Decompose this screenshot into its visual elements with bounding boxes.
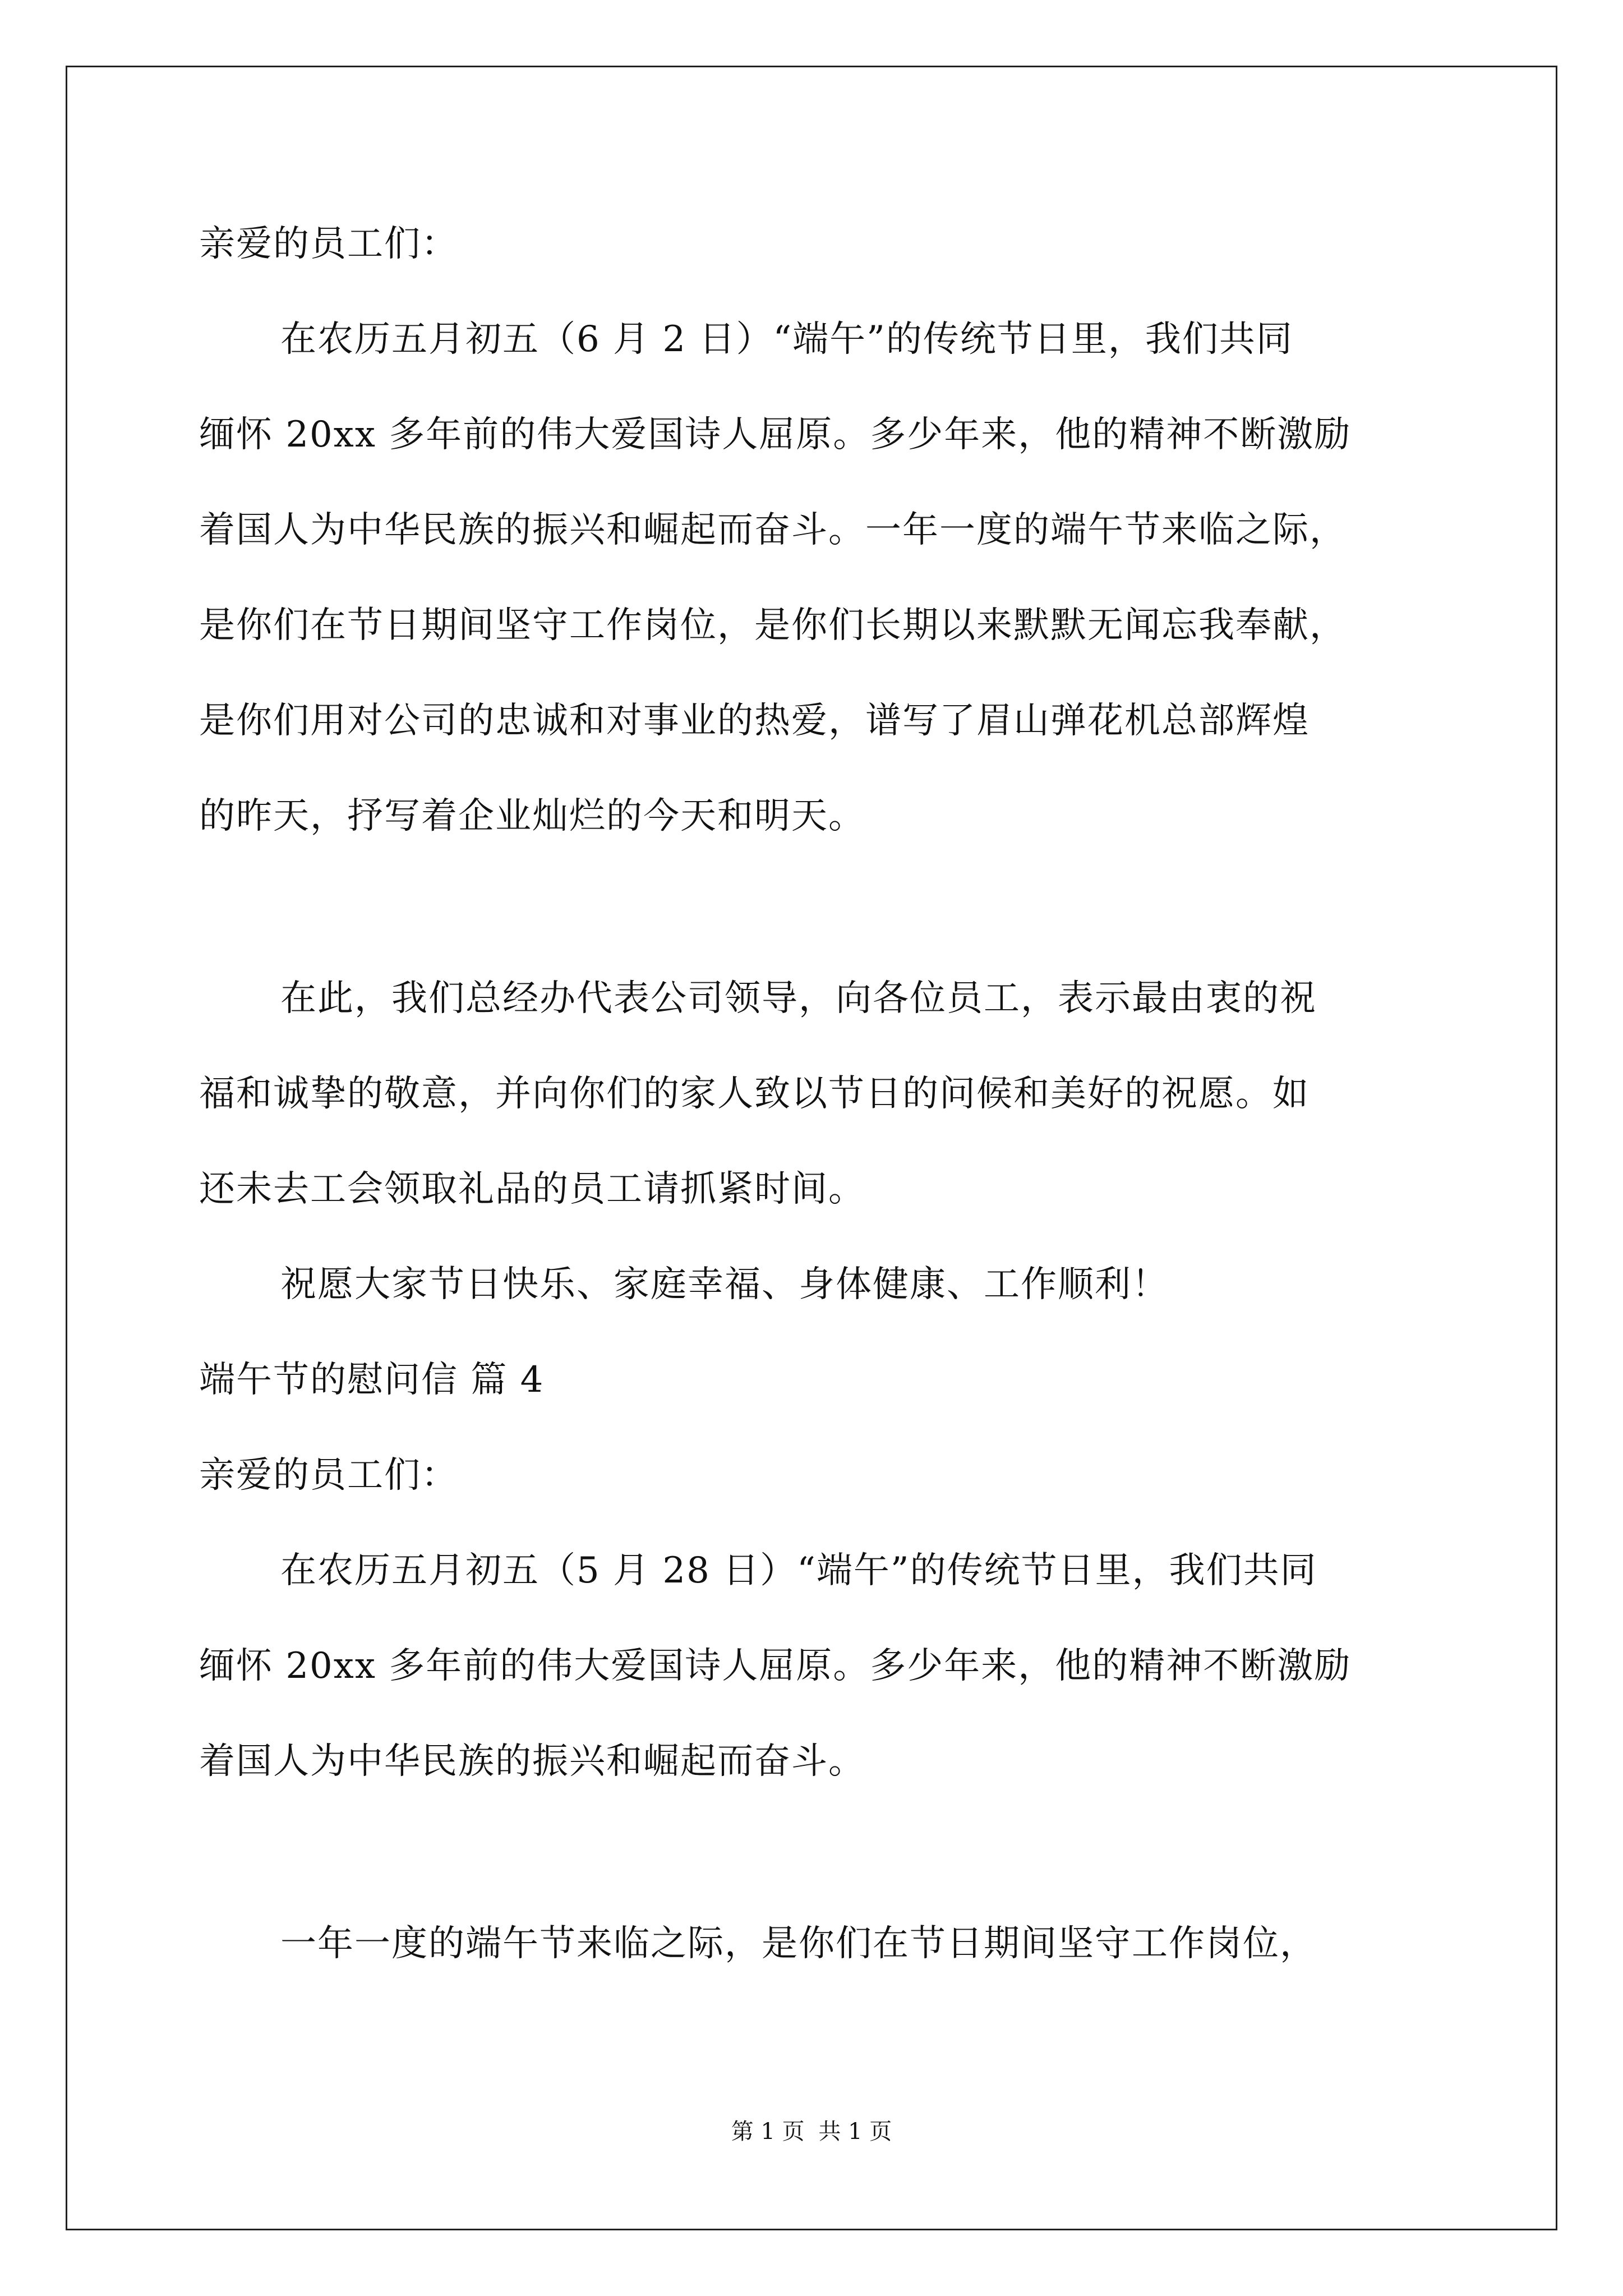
paragraph-line: 是你们在节日期间坚守工作岗位，是你们长期以来默默无闻忘我奉献， [199,605,1347,646]
salutation: 亲爱的员工们： [199,1455,458,1496]
paragraph-line: 一年一度的端午节来临之际，是你们在节日期间坚守工作岗位， [280,1923,1317,1964]
paragraph-line: 在农历五月初五（5 月 28 日）“端午”的传统节日里，我们共同 [280,1550,1317,1591]
closing-wishes: 祝愿大家节日快乐、家庭幸福、身体健康、工作顺利！ [280,1264,1169,1305]
paragraph-line: 缅怀 20xx 多年前的伟大爱国诗人屈原。多少年来，他的精神不断激励 [199,1645,1352,1687]
paragraph-line: 着国人为中华民族的振兴和崛起而奋斗。 [199,1741,865,1782]
page-frame [66,66,1557,2230]
page-number: 第 1 页 [731,2119,805,2145]
paragraph-line: 福和诚挚的敬意，并向你们的家人致以节日的问候和美好的祝愿。如 [199,1073,1310,1115]
section-heading: 端午节的慰问信 篇 4 [199,1359,545,1401]
paragraph-line: 在农历五月初五（6 月 2 日）“端午”的传统节日里，我们共同 [280,319,1293,360]
paragraph-line: 着国人为中华民族的振兴和崛起而奋斗。一年一度的端午节来临之际， [199,509,1347,551]
page-total: 共 1 页 [818,2119,892,2145]
page-footer [0,2118,1623,2146]
paragraph-line: 还未去工会领取礼品的员工请抓紧时间。 [199,1168,865,1210]
paragraph-line: 的昨天，抒写着企业灿烂的今天和明天。 [199,795,865,837]
salutation: 亲爱的员工们： [199,223,458,265]
paragraph-line: 在此，我们总经办代表公司领导，向各位员工，表示最由衷的祝 [280,978,1317,1019]
paragraph-line: 缅怀 20xx 多年前的伟大爱国诗人屈原。多少年来，他的精神不断激励 [199,414,1352,455]
paragraph-line: 是你们用对公司的忠诚和对事业的热爱，谱写了眉山弹花机总部辉煌 [199,700,1310,742]
